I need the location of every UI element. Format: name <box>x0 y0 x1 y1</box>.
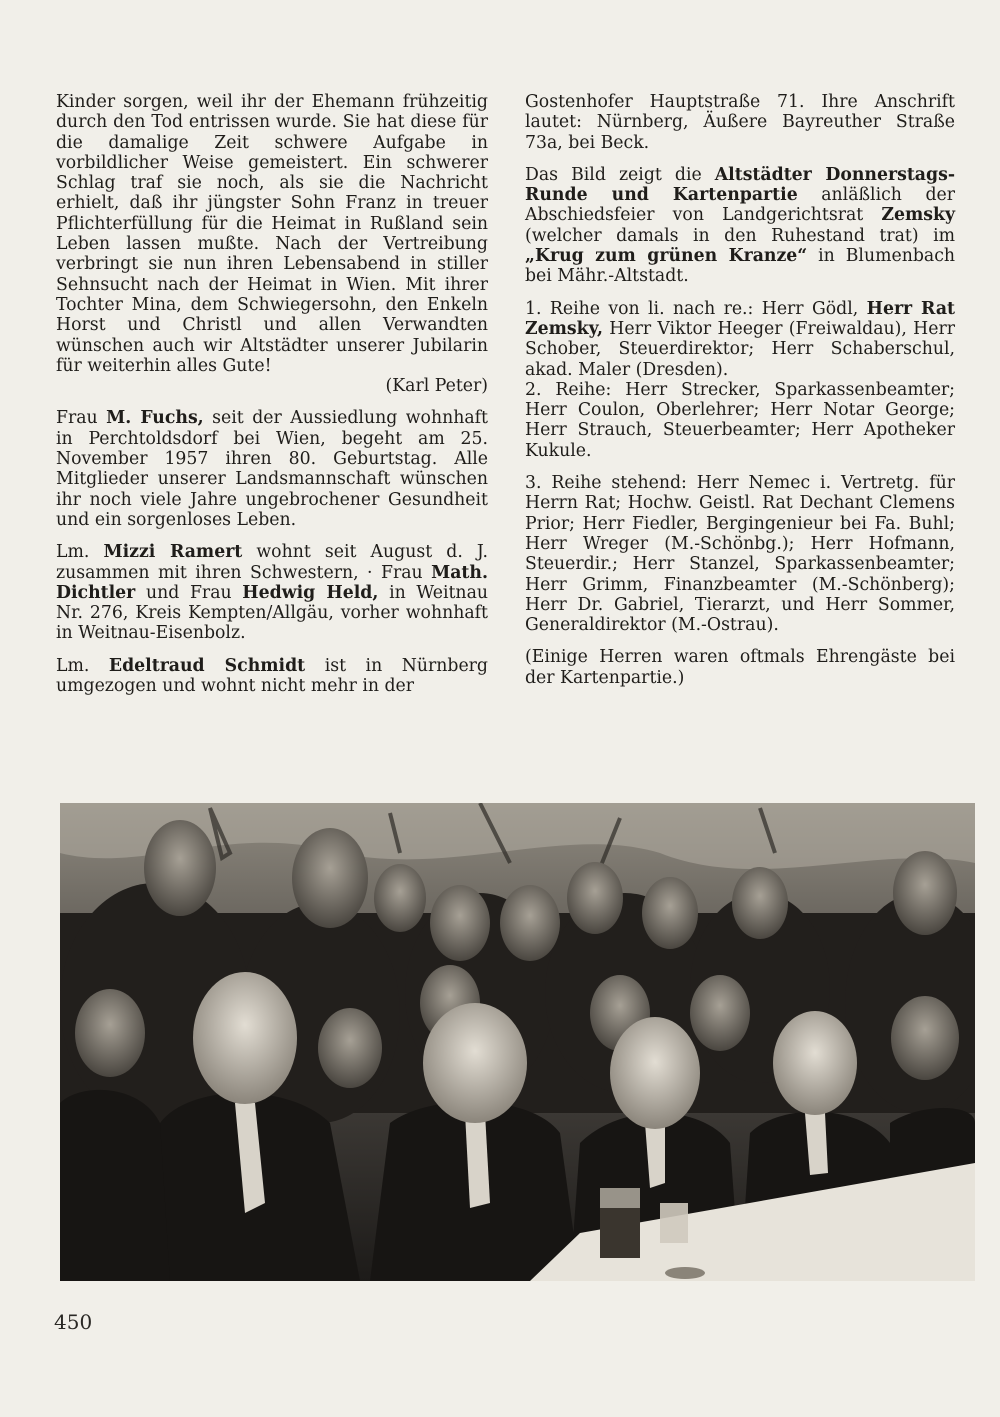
name-m-fuchs: M. Fuchs, <box>106 408 204 429</box>
paragraph-jubilee-text: Kinder sorgen, weil ihr der Ehemann frühzeitig durch den Tod entrissen wurde. Sie hat diese für die damalige Zeit schwere Aufgabe in vorbildlicher Weise gemeistert. Ein schwerer Schlag traf sie noch, als sie die Nachricht erhielt, daß ihr jüngster Sohn Franz in treuer Pflichterfüllung für die Heimat in Rußland sein Leben lassen mußte. Nach der Vertreibung verbringt sie nun ihren Lebensabend in stiller Sehnsucht nach der Heimat in Wien. Mit ihrer Tochter Mina, dem Schwiegersohn, den Enkeln Horst und Christl und allen Verwandten wünschen auch wir Altstädter unserer Jubilarin für weiterhin alles Gute! <box>56 92 488 376</box>
text-fragment: Das Bild zeigt die <box>525 164 715 185</box>
bold-donnerstags-runde: Altstädter Donnerstags-Runde und Kartenpartie <box>525 164 955 206</box>
paragraph-fuchs <box>56 408 488 530</box>
text-fragment: Frau <box>56 408 107 429</box>
group-photo-illustration <box>60 803 975 1281</box>
paragraph-schmidt <box>56 656 488 697</box>
name-edeltraud-schmidt: Edeltraud Schmidt <box>108 655 306 676</box>
text-fragment: anläßlich der Abschiedsfeier von Landgerichtsrat <box>525 185 955 226</box>
bold-krug-zum-gruenen-kranze: „Krug zum grünen Kranze“ <box>525 246 808 267</box>
text-fragment: Lm. <box>56 655 109 676</box>
text-fragment: Herr Viktor Heeger (Freiwaldau), Herr Schober, Steuerdirektor; Herr Schaberschul, akad. Maler (Dresden). <box>525 318 955 380</box>
paragraph-address: Gostenhofer Hauptstraße 71. Ihre Anschrift lautet: Nürnberg, Äußere Bayreuther Straße 73a, bei Beck. <box>525 92 955 153</box>
text-fragment: (welcher damals in den Ruhestand trat) im <box>525 225 955 246</box>
paragraph-row-3: 3. Reihe stehend: Herr Nemec i. Vertretg. für Herrn Rat; Hochw. Geistl. Rat Dechant Clemens Prior; Herr Fiedler, Bergingenieur bei Fa. Buhl; Herr Wreger (M.-Schönbg.); Herr Hofmann, Steuerdir.; Herr Stanzel, Sparkassenbeamter; Herr Grimm, Finanzbeamter (M.-Schönberg); Herr Dr. Gabriel, Tierarzt, und Herr Sommer, Generaldirektor (M.-Ostrau). <box>525 473 955 636</box>
paragraph-ramert <box>56 542 488 643</box>
bold-rat-zemsky: Herr Rat Zemsky, <box>525 298 955 339</box>
text-fragment: in Weitnau Nr. 276, Kreis Kempten/Allgäu, vorher wohnhaft in Weitnau-Eisenbolz. <box>56 582 488 644</box>
paragraph-row-2: 2. Reihe: Herr Strecker, Sparkassenbeamter; Herr Coulon, Oberlehrer; Herr Notar George; Herr Strauch, Steuerbeamter; Herr Apotheker Kukule. <box>525 379 955 461</box>
paragraph-photo-intro <box>525 165 955 287</box>
page-number: 450 <box>54 1310 93 1334</box>
text-fragment: 1. Reihe von li. nach re.: Herr Gödl, <box>525 298 867 319</box>
name-math-dichtler: Math. Dichtler <box>56 562 488 603</box>
signature-karl-peter: (Karl Peter) <box>385 376 488 397</box>
text-fragment: in Blumenbach bei Mähr.-Altstadt. <box>525 246 956 287</box>
text-fragment: wohnt seit August d. J. zusammen mit ihren Schwestern, · Frau <box>56 542 488 583</box>
text-fragment: Lm. <box>56 542 104 563</box>
text-fragment: ist in Nürnberg umgezogen und wohnt nicht mehr in der <box>56 655 488 697</box>
text-fragment: seit der Aussiedlung wohnhaft in Perchtoldsdorf bei Wien, begeht am 25. November 1957 ihren 80. Geburtstag. Alle Mitglieder unserer Landsmannschaft wünschen ihr noch viele Jahre ungebrochener Gesundheit und ein sorgenloses Leben. <box>56 408 488 530</box>
name-mizzi-ramert: Mizzi Ramert <box>103 542 243 563</box>
signature-line <box>56 376 488 396</box>
name-hedwig-held: Hedwig Held, <box>242 582 379 603</box>
right-column <box>525 92 955 700</box>
bold-zemsky: Zemsky <box>881 205 955 226</box>
paragraph-note: (Einige Herren waren oftmals Ehrengäste bei der Kartenpartie.) <box>525 647 955 688</box>
paragraph-row-1 <box>525 299 955 380</box>
left-column <box>56 92 488 708</box>
text-fragment: und Frau <box>135 582 243 603</box>
group-photo <box>60 803 975 1281</box>
